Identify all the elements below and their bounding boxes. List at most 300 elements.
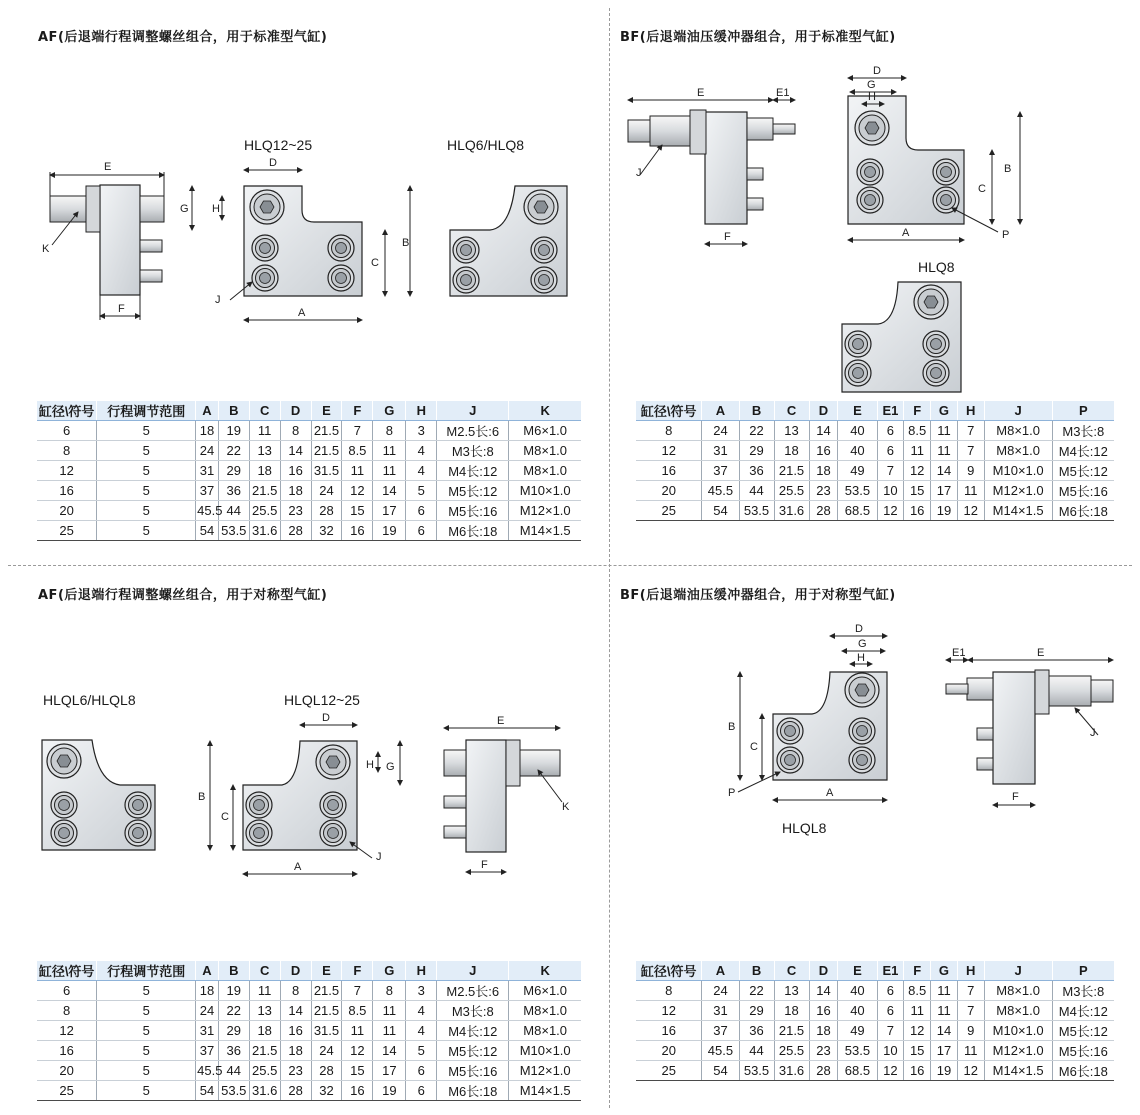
table-cell: M6×1.0 xyxy=(509,421,581,441)
table-cell: 5 xyxy=(97,481,196,501)
column-header: 缸径\符号 xyxy=(636,961,702,981)
svg-text:E: E xyxy=(497,715,505,727)
table-cell: M12×1.0 xyxy=(984,481,1052,501)
model-label-hlql6-hlql8: HLQL6/HLQL8 xyxy=(43,692,136,708)
svg-text:G: G xyxy=(858,638,867,650)
table-row xyxy=(636,1061,1114,1081)
table-cell: 53.5 xyxy=(739,501,774,521)
hlq8-front-view xyxy=(842,282,961,392)
svg-text:H: H xyxy=(857,652,865,664)
table-cell: 31.6 xyxy=(774,501,809,521)
column-header: J xyxy=(437,961,509,981)
table-cell: 12 xyxy=(904,1021,931,1041)
table-cell: 31.5 xyxy=(311,1021,342,1041)
table-cell: 6 xyxy=(406,1081,437,1101)
table-cell: M8×1.0 xyxy=(509,1001,581,1021)
svg-text:C: C xyxy=(978,183,986,195)
table-cell: 16 xyxy=(37,481,97,501)
table-cell: 14 xyxy=(931,1021,958,1041)
svg-text:G: G xyxy=(180,203,189,215)
table-cell: 4 xyxy=(406,1001,437,1021)
svg-text:D: D xyxy=(269,157,277,169)
section-title-bf-symmetric: BF(后退端油压缓冲器组合，用于对称型气缸) xyxy=(620,588,896,603)
af-standard-side-view xyxy=(50,172,164,320)
table-cell: 19 xyxy=(373,521,406,541)
table-cell: 37 xyxy=(702,1021,739,1041)
table-cell: 11 xyxy=(931,1001,958,1021)
table-cell: 4 xyxy=(406,441,437,461)
svg-text:J: J xyxy=(636,167,642,179)
svg-text:D: D xyxy=(322,712,330,724)
column-header: P xyxy=(1052,401,1114,421)
table-row xyxy=(636,441,1114,461)
table-cell: 13 xyxy=(774,981,809,1001)
table-cell: 25 xyxy=(37,1081,97,1101)
table-cell: 6 xyxy=(877,421,904,441)
table-cell: 12 xyxy=(636,441,702,461)
table-cell: 17 xyxy=(931,481,958,501)
svg-text:C: C xyxy=(371,257,379,269)
table-cell: 25.5 xyxy=(249,1061,280,1081)
svg-text:B: B xyxy=(1004,163,1012,175)
column-header: K xyxy=(509,401,581,421)
column-header: E1 xyxy=(877,401,904,421)
hlq12-25-front-view xyxy=(192,170,410,320)
table-row xyxy=(37,521,581,541)
table-cell: 28 xyxy=(280,1081,311,1101)
table-cell: 11 xyxy=(904,1001,931,1021)
table-cell: 8 xyxy=(280,981,311,1001)
table-cell: 54 xyxy=(196,1081,219,1101)
model-label-hlq8: HLQ8 xyxy=(918,259,955,275)
table-row xyxy=(37,501,581,521)
table-cell: M6长:18 xyxy=(437,521,509,541)
table-cell: 31.5 xyxy=(311,461,342,481)
table-cell: M8×1.0 xyxy=(984,441,1052,461)
table-cell: 31 xyxy=(702,441,739,461)
table-cell: 40 xyxy=(838,441,877,461)
column-header: F xyxy=(342,961,373,981)
table-row xyxy=(636,981,1114,1001)
table-cell: 10 xyxy=(877,481,904,501)
table-cell: 14 xyxy=(809,981,838,1001)
column-header: A xyxy=(702,401,739,421)
svg-text:B: B xyxy=(198,791,206,803)
table-cell: 16 xyxy=(904,501,931,521)
table-cell: M10×1.0 xyxy=(984,1021,1052,1041)
table-cell: M6长:18 xyxy=(1052,501,1114,521)
table-cell: 23 xyxy=(280,501,311,521)
table-row xyxy=(37,461,581,481)
table-cell: 18 xyxy=(809,461,838,481)
table-cell: M8×1.0 xyxy=(509,1021,581,1041)
column-header: H xyxy=(406,401,437,421)
table-cell: M6长:18 xyxy=(437,1081,509,1101)
table-cell: M5长:16 xyxy=(437,1061,509,1081)
table-cell: 31.6 xyxy=(774,1061,809,1081)
table-cell: 16 xyxy=(636,461,702,481)
table-cell: M4长:12 xyxy=(437,1021,509,1041)
svg-text:G: G xyxy=(867,79,876,91)
table-cell: 14 xyxy=(373,481,406,501)
table-row xyxy=(636,481,1114,501)
table-cell: M14×1.5 xyxy=(984,501,1052,521)
table-cell: 16 xyxy=(636,1021,702,1041)
column-header: B xyxy=(218,401,249,421)
table-cell: 15 xyxy=(342,501,373,521)
table-cell: 15 xyxy=(904,481,931,501)
table-cell: 8 xyxy=(636,421,702,441)
table-cell: 8 xyxy=(280,421,311,441)
table-cell: M6长:18 xyxy=(1052,1061,1114,1081)
table-cell: 18 xyxy=(280,481,311,501)
column-header: B xyxy=(739,401,774,421)
table-cell: 53.5 xyxy=(218,521,249,541)
svg-text:C: C xyxy=(750,741,758,753)
table-cell: 12 xyxy=(957,501,984,521)
svg-text:G: G xyxy=(386,761,395,773)
table-row xyxy=(37,1081,581,1101)
column-header: H xyxy=(406,961,437,981)
table-cell: 45.5 xyxy=(196,501,219,521)
table-cell: M14×1.5 xyxy=(509,521,581,541)
hlq6-hlq8-front-view xyxy=(450,186,567,296)
table-cell: 19 xyxy=(931,501,958,521)
table-cell: 12 xyxy=(342,1041,373,1061)
table-cell: 23 xyxy=(809,481,838,501)
table-cell: 15 xyxy=(904,1041,931,1061)
svg-text:J: J xyxy=(376,851,382,863)
table-cell: 18 xyxy=(249,461,280,481)
table-cell: 22 xyxy=(739,421,774,441)
table-cell: 11 xyxy=(342,1021,373,1041)
table-cell: 54 xyxy=(702,1061,739,1081)
table-row xyxy=(37,981,581,1001)
table-cell: 68.5 xyxy=(838,501,877,521)
table-cell: 17 xyxy=(373,1061,406,1081)
svg-text:E: E xyxy=(1037,647,1045,659)
table-cell: 5 xyxy=(97,1081,196,1101)
svg-text:J: J xyxy=(1090,727,1096,739)
table-cell: M12×1.0 xyxy=(509,501,581,521)
svg-text:F: F xyxy=(724,231,731,243)
table-cell: 14 xyxy=(280,441,311,461)
svg-text:E1: E1 xyxy=(776,87,790,99)
svg-text:P: P xyxy=(728,787,736,799)
table-cell: 31 xyxy=(196,1021,219,1041)
table-cell: 21.5 xyxy=(311,981,342,1001)
table-cell: 15 xyxy=(342,1061,373,1081)
table-cell: M10×1.0 xyxy=(509,481,581,501)
table-cell: 20 xyxy=(636,1041,702,1061)
table-cell: 53.5 xyxy=(218,1081,249,1101)
table-cell: 54 xyxy=(196,521,219,541)
table-cell: 36 xyxy=(218,1041,249,1061)
table-cell: 11 xyxy=(373,461,406,481)
table-row xyxy=(37,1041,581,1061)
table-cell: 16 xyxy=(904,1061,931,1081)
table-cell: 68.5 xyxy=(838,1061,877,1081)
table-cell: 6 xyxy=(37,981,97,1001)
table-cell: 8 xyxy=(373,421,406,441)
table-cell: 6 xyxy=(877,441,904,461)
table-row xyxy=(37,421,581,441)
table-cell: 11 xyxy=(249,981,280,1001)
svg-text:B: B xyxy=(728,721,736,733)
table-cell: 18 xyxy=(280,1041,311,1061)
column-header: D xyxy=(809,401,838,421)
table-cell: 8.5 xyxy=(342,1001,373,1021)
table-row xyxy=(636,461,1114,481)
table-cell: 6 xyxy=(37,421,97,441)
table-cell: M6×1.0 xyxy=(509,981,581,1001)
table-cell: 9 xyxy=(957,1021,984,1041)
table-row xyxy=(37,1021,581,1041)
svg-text:F: F xyxy=(1012,791,1019,803)
table-cell: 24 xyxy=(196,441,219,461)
table-cell: 25 xyxy=(636,501,702,521)
table-cell: 53.5 xyxy=(838,481,877,501)
table-cell: 11 xyxy=(373,1021,406,1041)
bf-symmetric-side-view xyxy=(946,660,1113,805)
svg-text:D: D xyxy=(855,623,863,635)
table-cell: 24 xyxy=(196,1001,219,1021)
table-cell: 24 xyxy=(702,981,739,1001)
table-cell: 11 xyxy=(931,441,958,461)
table-cell: 45.5 xyxy=(196,1061,219,1081)
table-cell: 5 xyxy=(97,1001,196,1021)
table-row xyxy=(37,481,581,501)
table-cell: 21.5 xyxy=(249,481,280,501)
table-cell: M12×1.0 xyxy=(984,1041,1052,1061)
column-header: E1 xyxy=(877,961,904,981)
table-cell: 8 xyxy=(636,981,702,1001)
svg-text:B: B xyxy=(402,237,410,249)
table-cell: 31 xyxy=(196,461,219,481)
column-header: P xyxy=(1052,961,1114,981)
table-cell: 24 xyxy=(311,481,342,501)
table-cell: 16 xyxy=(280,461,311,481)
table-cell: 5 xyxy=(97,521,196,541)
section-title-bf-standard: BF(后退端油压缓冲器组合，用于标准型气缸) xyxy=(620,30,896,45)
table-cell: 44 xyxy=(739,481,774,501)
column-header: D xyxy=(809,961,838,981)
table-cell: M5长:12 xyxy=(1052,461,1114,481)
table-cell: 28 xyxy=(311,1061,342,1081)
svg-text:A: A xyxy=(298,307,306,319)
table-cell: 5 xyxy=(406,481,437,501)
model-label-hlql12-25: HLQL12~25 xyxy=(284,692,360,708)
column-header: A xyxy=(196,961,219,981)
column-header: C xyxy=(774,401,809,421)
section-title-af-standard: AF(后退端行程调整螺丝组合，用于标准型气缸) xyxy=(38,30,328,45)
table-cell: 28 xyxy=(311,501,342,521)
table-cell: 5 xyxy=(406,1041,437,1061)
af-symmetric-side-view xyxy=(444,728,562,872)
table-cell: 6 xyxy=(877,981,904,1001)
table-header-row xyxy=(636,401,1114,421)
table-cell: 31 xyxy=(702,1001,739,1021)
table-cell: M3长:8 xyxy=(1052,981,1114,1001)
svg-text:P: P xyxy=(1002,229,1010,241)
table-cell: 7 xyxy=(957,1001,984,1021)
table-cell: 45.5 xyxy=(702,1041,739,1061)
table-cell: 7 xyxy=(957,981,984,1001)
table-cell: 21.5 xyxy=(311,441,342,461)
table-cell: 44 xyxy=(739,1041,774,1061)
table-cell: 8 xyxy=(373,981,406,1001)
table-cell: M5长:12 xyxy=(1052,1021,1114,1041)
column-header: K xyxy=(509,961,581,981)
table-cell: 31.6 xyxy=(249,521,280,541)
table-cell: 14 xyxy=(373,1041,406,1061)
table-cell: 11 xyxy=(931,421,958,441)
svg-text:H: H xyxy=(868,91,876,103)
table-cell: 11 xyxy=(373,1001,406,1021)
table-cell: 16 xyxy=(342,1081,373,1101)
table-cell: 14 xyxy=(809,421,838,441)
table-cell: 53.5 xyxy=(838,1041,877,1061)
svg-text:A: A xyxy=(826,787,834,799)
table-cell: M8×1.0 xyxy=(984,1001,1052,1021)
column-header: G xyxy=(931,961,958,981)
table-cell: M8×1.0 xyxy=(984,421,1052,441)
table-cell: 6 xyxy=(406,501,437,521)
table-cell: 5 xyxy=(97,981,196,1001)
table-header-row xyxy=(37,401,581,421)
table-cell: M14×1.5 xyxy=(984,1061,1052,1081)
column-header: A xyxy=(196,401,219,421)
table-cell: 18 xyxy=(196,421,219,441)
table-cell: M2.5长:6 xyxy=(437,981,509,1001)
table-cell: 36 xyxy=(739,461,774,481)
table-cell: 49 xyxy=(838,1021,877,1041)
table-cell: 16 xyxy=(37,1041,97,1061)
column-header: G xyxy=(931,401,958,421)
table-cell: 21.5 xyxy=(774,1021,809,1041)
table-cell: 22 xyxy=(218,1001,249,1021)
table-cell: 36 xyxy=(218,481,249,501)
af-standard-spec-table xyxy=(37,401,581,541)
table-header-row xyxy=(37,961,581,981)
column-header: F xyxy=(904,401,931,421)
table-cell: 5 xyxy=(97,441,196,461)
table-cell: 4 xyxy=(406,1021,437,1041)
table-cell: 10 xyxy=(877,1041,904,1061)
column-header: C xyxy=(249,961,280,981)
table-cell: M4长:12 xyxy=(437,461,509,481)
model-label-hlq12-25: HLQ12~25 xyxy=(244,137,313,153)
table-cell: 18 xyxy=(774,441,809,461)
column-header: G xyxy=(373,401,406,421)
table-row xyxy=(37,1061,581,1081)
table-cell: 37 xyxy=(196,1041,219,1061)
bf-standard-spec-table xyxy=(636,401,1114,521)
table-cell: M5长:12 xyxy=(437,481,509,501)
table-cell: M5长:16 xyxy=(1052,1041,1114,1061)
column-header: D xyxy=(280,961,311,981)
table-cell: 13 xyxy=(249,1001,280,1021)
table-cell: 49 xyxy=(838,461,877,481)
column-header: B xyxy=(218,961,249,981)
table-cell: M5长:12 xyxy=(437,1041,509,1061)
column-header: J xyxy=(437,401,509,421)
column-header: H xyxy=(957,961,984,981)
table-header-row xyxy=(636,961,1114,981)
svg-text:E1: E1 xyxy=(952,647,966,659)
table-cell: 18 xyxy=(196,981,219,1001)
table-cell: M2.5长:6 xyxy=(437,421,509,441)
table-cell: 7 xyxy=(957,441,984,461)
table-row xyxy=(636,1041,1114,1061)
table-cell: M4长:12 xyxy=(1052,441,1114,461)
table-cell: 16 xyxy=(342,521,373,541)
svg-text:C: C xyxy=(221,811,229,823)
table-cell: 21.5 xyxy=(249,1041,280,1061)
table-cell: 29 xyxy=(218,1021,249,1041)
table-cell: 40 xyxy=(838,1001,877,1021)
table-cell: 12 xyxy=(636,1001,702,1021)
table-cell: 25.5 xyxy=(249,501,280,521)
bf-standard-side-view xyxy=(628,100,795,244)
table-cell: 29 xyxy=(739,1001,774,1021)
table-cell: 53.5 xyxy=(739,1061,774,1081)
bf-symmetric-spec-table xyxy=(636,961,1114,1081)
table-cell: 6 xyxy=(406,1061,437,1081)
table-cell: 13 xyxy=(774,421,809,441)
table-cell: 7 xyxy=(342,421,373,441)
table-cell: 14 xyxy=(280,1001,311,1021)
table-cell: 21.5 xyxy=(311,421,342,441)
table-cell: 36 xyxy=(739,1021,774,1041)
svg-text:F: F xyxy=(481,859,488,871)
table-cell: 11 xyxy=(249,421,280,441)
model-label-hlq6-hlq8: HLQ6/HLQ8 xyxy=(447,137,525,153)
table-cell: 29 xyxy=(739,441,774,461)
table-cell: 11 xyxy=(957,481,984,501)
table-cell: 11 xyxy=(342,461,373,481)
table-cell: 20 xyxy=(37,501,97,521)
column-header: C xyxy=(774,961,809,981)
table-cell: 21.5 xyxy=(311,1001,342,1021)
column-header: C xyxy=(249,401,280,421)
table-row xyxy=(37,1001,581,1021)
table-cell: 44 xyxy=(218,501,249,521)
svg-text:D: D xyxy=(873,65,881,77)
table-cell: 11 xyxy=(373,441,406,461)
svg-text:E: E xyxy=(697,87,705,99)
column-header: E xyxy=(838,401,877,421)
table-cell: 12 xyxy=(37,1021,97,1041)
table-cell: 17 xyxy=(931,1041,958,1061)
table-cell: 5 xyxy=(97,421,196,441)
table-cell: 28 xyxy=(280,521,311,541)
table-cell: 5 xyxy=(97,1041,196,1061)
svg-text:H: H xyxy=(366,759,374,771)
table-cell: 5 xyxy=(97,461,196,481)
svg-text:A: A xyxy=(902,227,910,239)
table-cell: 16 xyxy=(280,1021,311,1041)
table-cell: 19 xyxy=(931,1061,958,1081)
table-cell: 11 xyxy=(904,441,931,461)
table-cell: 18 xyxy=(249,1021,280,1041)
table-cell: 21.5 xyxy=(774,461,809,481)
table-cell: M14×1.5 xyxy=(509,1081,581,1101)
svg-text:E: E xyxy=(104,161,112,173)
table-cell: M12×1.0 xyxy=(509,1061,581,1081)
table-cell: M4长:12 xyxy=(1052,1001,1114,1021)
svg-text:J: J xyxy=(215,294,221,306)
